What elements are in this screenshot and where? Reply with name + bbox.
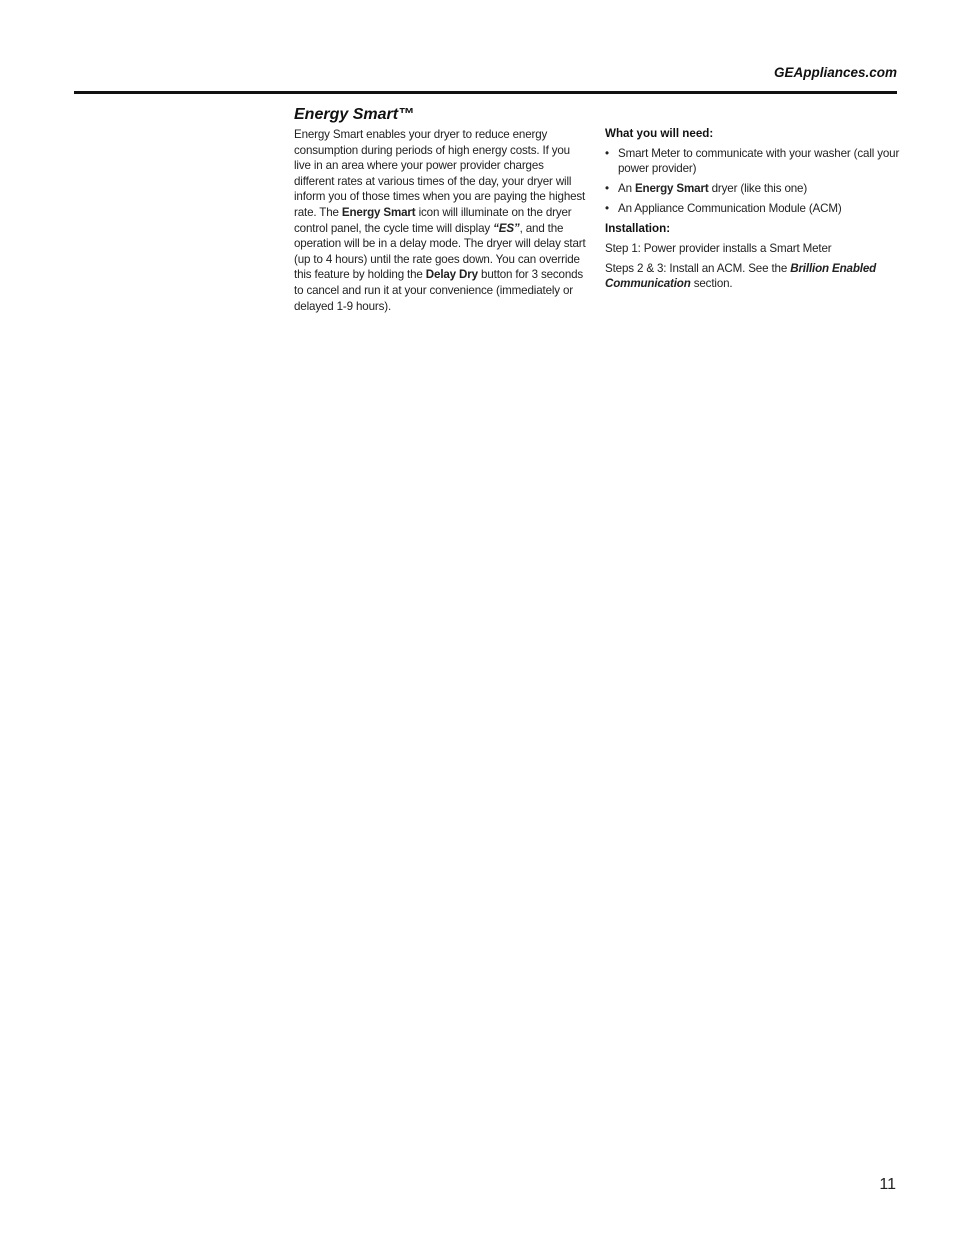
para-text-1: Energy Smart enables your dryer to reduce energy consumption during periods of high energy costs. If you live in an area where your power provider charges different rates at various times of the day, your dryer will inform you of those times when you are paying the highest rate. The (294, 128, 586, 219)
energy-smart-section (294, 106, 586, 314)
need-smart-meter: Smart Meter to communicate with your washer (call your power provider) (618, 147, 900, 175)
para-bold-delay-dry: Delay Dry (425, 268, 478, 282)
header-rule (74, 91, 897, 94)
installation-label: Installation: (605, 222, 671, 235)
bullet-icon: • (605, 182, 609, 195)
step2-pre: Steps 2 & 3: Install an ACM. See the (605, 262, 791, 275)
step2-post: section. (690, 277, 733, 290)
bullet-icon: • (605, 147, 609, 160)
installation-step-1: Step 1: Power provider installs a Smart Meter (605, 242, 832, 255)
list-item (605, 146, 901, 176)
installation-step-2 (605, 261, 901, 291)
para-text-2: icon will illuminate on the dryer control panel, the cycle time will display (294, 205, 572, 235)
list-item (605, 181, 901, 196)
site-url: GEAppliances.com (773, 65, 897, 80)
need-dryer-pre: An (618, 182, 635, 195)
requirements-section (605, 126, 901, 296)
para-text-4: button for 3 seconds to cancel and run it at your convenience (immediately or delayed 1-9 hours). (294, 268, 584, 313)
need-acm: An Appliance Communication Module (ACM) (618, 202, 842, 215)
energy-smart-paragraph (294, 127, 586, 314)
needs-list (605, 146, 901, 216)
para-bold-energy-smart: Energy Smart (341, 205, 416, 219)
need-dryer-post: dryer (like this one) (708, 182, 808, 195)
bullet-icon: • (605, 202, 609, 215)
step2-bold-link-text: Brillion Enabled Communication (605, 262, 877, 290)
section-title: Energy Smart™ (294, 106, 415, 123)
para-text-3: , and the operation will be in a delay mode. The dryer will delay start (up to 4 hours) until the rate goes down. You can override this feature by holding the (294, 221, 586, 282)
para-es-display: “ES” (493, 221, 520, 235)
page-number: 11 (879, 1176, 896, 1193)
need-dryer-bold: Energy Smart (634, 182, 709, 195)
list-item (605, 201, 901, 216)
needs-label: What you will need: (605, 127, 714, 140)
